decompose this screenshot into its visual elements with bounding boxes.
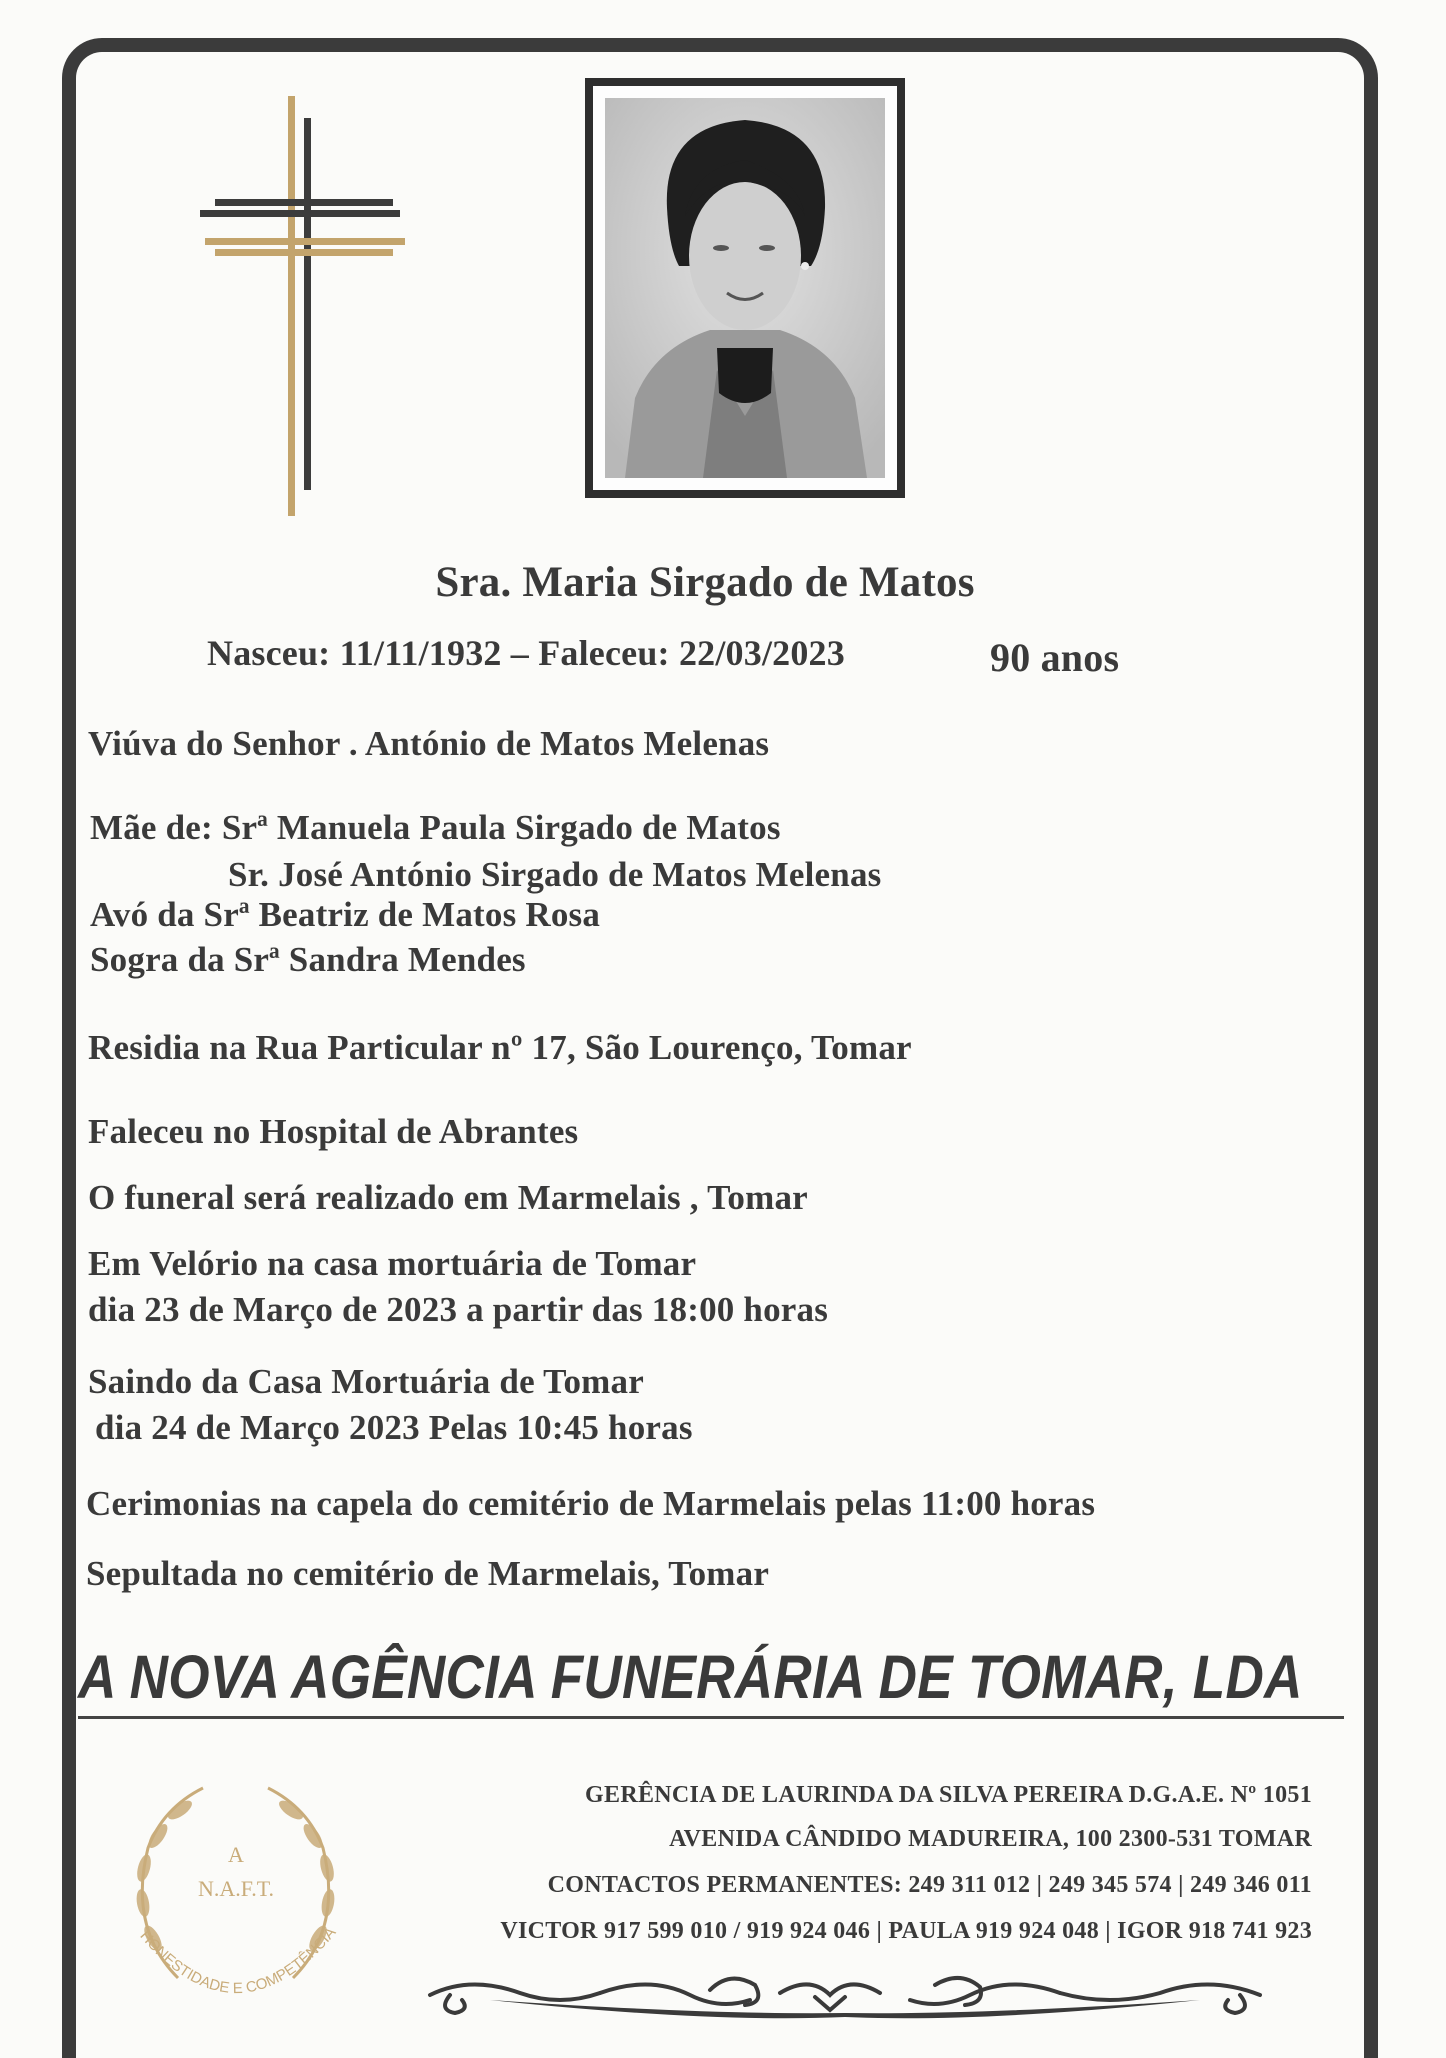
burial-line: Sepultada no cemitério de Marmelais, Tomar	[86, 1554, 770, 1593]
agency-management: GERÊNCIA DE LAURINDA DA SILVA PEREIRA D.G.A.E. Nº 1051	[585, 1782, 1312, 1808]
deceased-age: 90 anos	[990, 635, 1120, 680]
deceased-name: Sra. Maria Sirgado de Matos	[435, 559, 975, 606]
cross-icon	[200, 96, 405, 516]
agency-seal-logo	[108, 1768, 363, 2028]
departure-date-line: dia 24 de Março 2023 Pelas 10:45 horas	[95, 1408, 693, 1447]
portrait-frame	[585, 78, 905, 498]
agency-permanent-contacts: CONTACTOS PERMANENTES: 249 311 012 | 249 345 574 | 249 346 011	[547, 1872, 1312, 1898]
funeral-location-line: O funeral será realizado em Marmelais , Tomar	[88, 1178, 808, 1217]
agency-divider	[78, 1716, 1344, 1719]
seal-letter: A	[228, 1842, 244, 1867]
departure-line: Saindo da Casa Mortuária de Tomar	[88, 1362, 644, 1401]
wake-line: Em Velório na casa mortuária de Tomar	[88, 1244, 697, 1283]
ceremony-line: Cerimonias na capela do cemitério de Marmelais pelas 11:00 horas	[86, 1484, 1096, 1523]
portrait-photo	[605, 98, 885, 478]
agency-address: AVENIDA CÂNDIDO MADUREIRA, 100 2300-531 TOMAR	[669, 1826, 1312, 1852]
mother-line-2: Sr. José António Sirgado de Matos Melenas	[228, 855, 882, 894]
agency-personal-contacts: VICTOR 917 599 010 / 919 924 046 | PAULA 919 924 048 | IGOR 918 741 923	[500, 1918, 1312, 1944]
seal-motto: HONESTIDADE E COMPETÊNCIA	[136, 1924, 340, 1998]
birth-death-dates: Nasceu: 11/11/1932 – Faleceu: 22/03/2023	[207, 633, 845, 673]
seal-acronym: N.A.F.T.	[197, 1876, 275, 1901]
mother-line: Mãe de: Srª Manuela Paula Sirgado de Matos	[90, 808, 781, 847]
death-place-line: Faleceu no Hospital de Abrantes	[88, 1112, 579, 1151]
mother-in-law-line: Sogra da Srª Sandra Mendes	[90, 940, 526, 979]
agency-name: A NOVA AGÊNCIA FUNERÁRIA DE TOMAR, LDA	[78, 1643, 1303, 1711]
ornamental-scroll-icon	[410, 1955, 1280, 2025]
grandmother-line: Avó da Srª Beatriz de Matos Rosa	[90, 895, 601, 934]
residence-line: Residia na Rua Particular nº 17, São Lourenço, Tomar	[88, 1028, 912, 1067]
wake-date-line: dia 23 de Março de 2023 a partir das 18:00 horas	[88, 1290, 829, 1329]
widow-line: Viúva do Senhor . António de Matos Melenas	[88, 724, 770, 763]
